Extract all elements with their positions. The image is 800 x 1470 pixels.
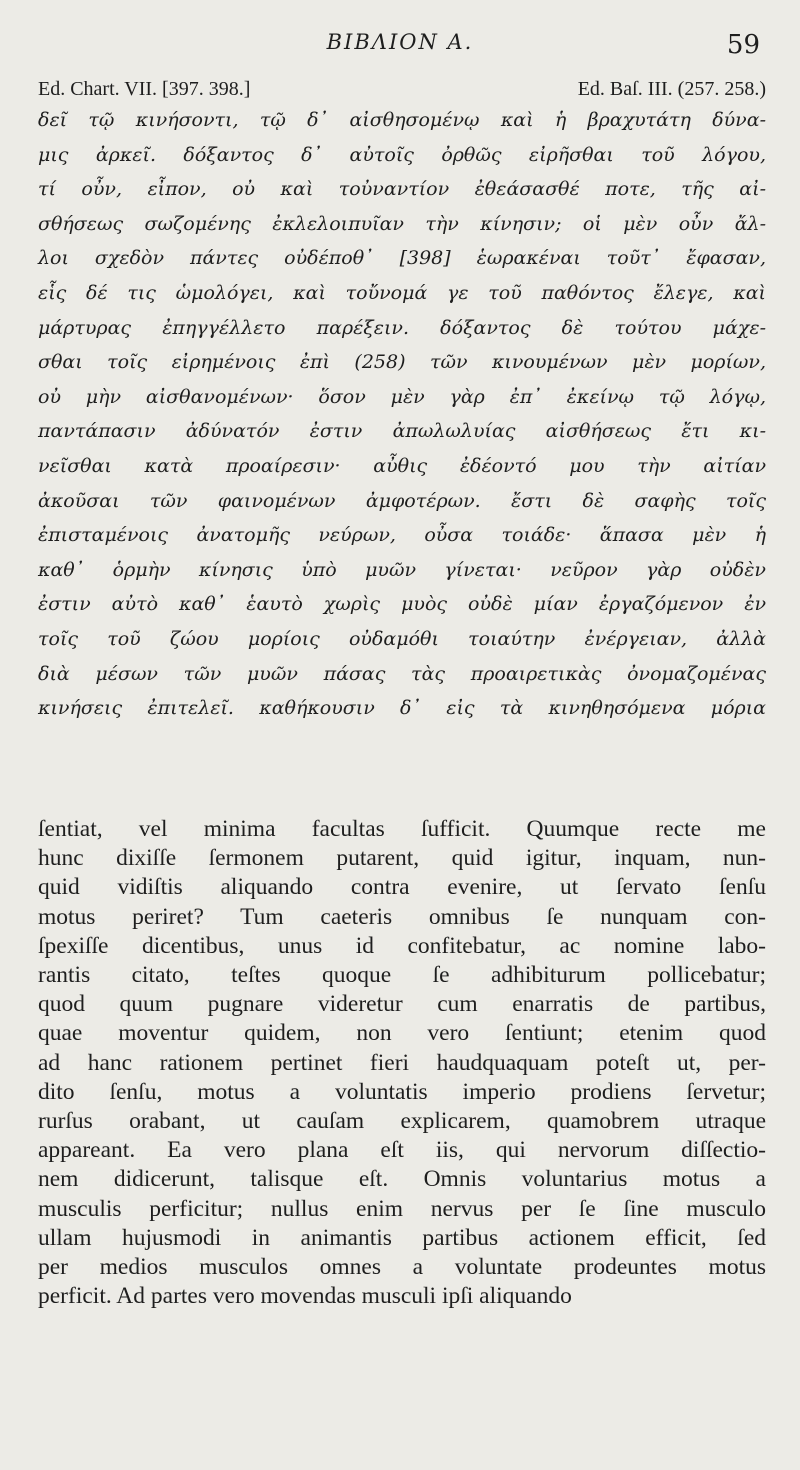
greek-text-block xyxy=(38,103,766,726)
greek-line: δεῖ τῷ κινήσοντι, τῷ δ᾽ αἰσθησομένῳ καὶ ἡ βραχυτάτη δύνα- xyxy=(38,109,766,131)
greek-line: λοι σχεδὸν πάντες οὐδέποθ᾽ [398] ἑωρακέναι τοῦτ᾽ ἔφασαν, xyxy=(38,247,766,270)
greek-line: νεῖσθαι κατὰ προαίρεσιν· αὖθις ἐδέοντό μου τὴν αἰτίαν xyxy=(38,454,766,477)
greek-line: καθ᾽ ὁρμὴν κίνησις ὑπὸ μυῶν γίνεται· νεῦρον γὰρ οὐδὲν xyxy=(38,558,766,581)
greek-line: κινήσεις ἐπιτελεῖ. καθήκουσιν δ᾽ εἰς τὰ κινηθησόμενα μόρια xyxy=(38,697,766,720)
greek-line: ἐστιν αὐτὸ καθ᾽ ἑαυτὸ χωρὶς μυὸς οὐδὲ μίαν ἐργαζόμενον ἐν xyxy=(38,593,766,616)
greek-line: μις ἀρκεῖ. δόξαντος δ᾽ αὐτοῖς ὀρθῶς εἰρῆσθαι τοῦ λόγου, xyxy=(38,143,766,166)
latin-line: ſpexiſſe dicentibus, unus id confitebatur, ac nomine labo- xyxy=(38,932,766,959)
greek-line: σθαι τοῖς εἰρημένοις ἐπὶ (258) τῶν κινουμένων μὲν μορίων, xyxy=(38,351,766,374)
greek-line: οὐ μὴν αἰσθανομένων· ὅσον μὲν γὰρ ἐπ᾽ ἐκείνῳ τῷ λόγῳ, xyxy=(38,385,766,408)
running-head-title: BIBΛΙΟΝ Α. xyxy=(326,30,474,54)
latin-line: nem didicerunt, talisque eſt. Omnis voluntarius motus a xyxy=(38,1166,766,1193)
latin-line: hunc dixiſſe ſermonem putarent, quid igitur, inquam, nun- xyxy=(38,845,766,872)
latin-line: appareant. Ea vero plana eſt iis, qui nervorum diſſectio- xyxy=(38,1137,766,1164)
latin-line: quod quum pugnare videretur cum enarratis de partibus, xyxy=(38,991,766,1018)
greek-line: σθήσεως σωζομένης ἐκλελοιπυῖαν τὴν κίνησιν; οἱ μὲν οὖν ἄλ- xyxy=(38,212,766,235)
latin-line: rantis citato, teſtes quoque ſe adhibiturum pollicebatur; xyxy=(38,962,766,989)
greek-line: ἀκοῦσαι τῶν φαινομένων ἀμφοτέρων. ἔστι δὲ σαφὴς τοῖς xyxy=(38,489,766,512)
greek-line: ἐπισταμένοις ἀνατομῆς νεύρων, οὖσα τοιάδε· ἅπασα μὲν ἡ xyxy=(38,524,766,547)
greek-line: παντάπασιν ἀδύνατόν ἐστιν ἀπωλωλυίας αἰσθήσεως ἔτι κι- xyxy=(38,420,766,443)
latin-line: musculis perficitur; nullus enim nervus per ſe ſine musculo xyxy=(38,1195,766,1222)
latin-line: rurſus orabant, ut cauſam explicarem, quamobrem utraque xyxy=(38,1108,766,1135)
greek-line: τοῖς τοῦ ζώου μορίοις οὐδαμόθι τοιαύτην ἐνέργειαν, ἀλλὰ xyxy=(38,627,766,650)
greek-line: διὰ μέσων τῶν μυῶν πάσας τὰς προαιρετικὰς ὀνομαζομένας xyxy=(38,662,766,685)
latin-line: quid vidiſtis aliquando contra evenire, ut ſervato ſenſu xyxy=(38,874,766,901)
greek-line: τί οὖν, εἶπον, οὐ καὶ τοὐναντίον ἐθεάσασθέ ποτε, τῆς αἰ- xyxy=(38,178,766,201)
greek-line: μάρτυρας ἐπηγγέλλετο παρέξειν. δόξαντος δὲ τούτου μάχε- xyxy=(38,316,766,339)
edition-ref-chart: Ed. Chart. VII. [397. 398.] xyxy=(38,78,251,100)
latin-line: motus periret? Tum caeteris omnibus ſe nunquam con- xyxy=(38,903,766,930)
latin-line: ad hanc rationem pertinet fieri haudquaquam poteſt ut, per- xyxy=(38,1049,766,1076)
latin-text-block xyxy=(38,815,766,1311)
page-number: 59 xyxy=(726,30,760,60)
latin-line: perficit. Ad partes vero movendas musculi ipſi aliquando xyxy=(38,1283,572,1310)
greek-line: εἷς δέ τις ὡμολόγει, καὶ τοὔνομά γε τοῦ παθόντος ἔλεγε, καὶ xyxy=(38,281,766,304)
latin-line: quae moventur quidem, non vero ſentiunt; etenim quod xyxy=(38,1020,766,1047)
latin-line: dito ſenſu, motus a voluntatis imperio prodiens ſervetur; xyxy=(38,1078,766,1105)
edition-references xyxy=(38,78,766,101)
latin-line: ſentiat, vel minima facultas ſufficit. Quumque recte me xyxy=(38,816,766,842)
latin-line: per medios musculos omnes a voluntate prodeuntes motus xyxy=(38,1254,766,1281)
edition-ref-basel: Ed. Baſ. III. (257. 258.) xyxy=(577,78,766,100)
latin-line: ullam hujusmodi in animantis partibus actionem efficit, ſed xyxy=(38,1224,766,1251)
